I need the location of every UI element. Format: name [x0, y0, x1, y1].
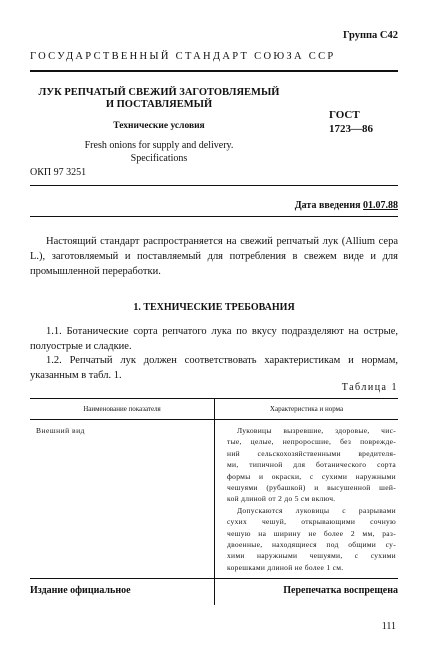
- value-line: тые, целые, непроросшие, без поврежде-: [227, 437, 396, 447]
- english-title: Fresh onions for supply and delivery. Specifications: [84, 140, 234, 164]
- value-line: кой длиной от 2 до 5 см включ.: [227, 494, 336, 504]
- footer-rule: [30, 578, 398, 579]
- page-number: 111: [381, 621, 396, 632]
- column-header-name: Наименование показателя: [30, 399, 215, 420]
- paragraph-1-2: 1.2. Репчатый лук должен соответствовать характеристикам и нормам, указанным в табл. 1.: [30, 355, 398, 381]
- value-line: хими наружными чешуями, с сухими: [227, 551, 396, 561]
- column-header-value: Характеристика и норма: [215, 399, 399, 420]
- gost-designation: ГОСТ 1723—86: [329, 109, 373, 135]
- introduction-date-value: 01.07.88: [363, 200, 398, 211]
- value-line: чешую на ширину не более 2 мм, раз-: [227, 528, 396, 538]
- document-title: ЛУК РЕПЧАТЫЙ СВЕЖИЙ ЗАГОТОВЛЯЕМЫЙ И ПОСТАВЛЯЕМЫЙ: [38, 87, 280, 110]
- reprint-prohibited-label: Перепечатка воспрещена: [283, 585, 398, 596]
- value-line: двоенные, находящиеся под общими су-: [227, 540, 396, 550]
- table-caption: Таблица 1: [341, 382, 398, 393]
- value-line: Допускаются луковицы с разрывами: [237, 505, 396, 515]
- intro-paragraph: Настоящий стандарт распространяется на свежий репчатый лук (Allium сера L.), заготовляемый и поставляемый для потребления в свежем виде и для промышленной переработки.: [30, 236, 398, 277]
- indicator-name: Внешний вид: [30, 420, 215, 606]
- section-title: 1. ТЕХНИЧЕСКИЕ ТРЕБОВАНИЯ: [133, 302, 295, 313]
- spec-table: [30, 398, 398, 605]
- value-line: ми, типичной для ботанического сорта: [227, 460, 396, 470]
- value-line: чешуями (рубашкой) и высушенной шей-: [227, 483, 396, 493]
- table-header-row: [30, 399, 398, 420]
- document-subtitle: Технические условия: [113, 121, 205, 131]
- value-line: Луковицы вызревшие, здоровые, чис-: [237, 426, 396, 435]
- value-line: корешками длиной не более 1 см.: [227, 562, 344, 572]
- value-line: сухих чешуй, открывающими сочную: [227, 517, 396, 527]
- paragraph-1-1: 1.1. Ботанические сорта репчатого лука по вкусу подразделяют на острые, полуострые и сладкие.: [30, 326, 398, 352]
- header-rule: [30, 70, 398, 72]
- group-code: Группа С42: [342, 30, 398, 41]
- introduction-date: [295, 200, 398, 211]
- okp-code: ОКП 97 3251: [30, 167, 87, 178]
- official-edition-label: Издание официальное: [30, 585, 131, 596]
- title-block-rule: [30, 185, 398, 186]
- date-rule: [30, 216, 398, 217]
- value-line: ний сельскохозяйственными вредителя-: [227, 448, 396, 458]
- introduction-date-label: Дата введения: [294, 200, 361, 211]
- state-standard-heading: ГОСУДАРСТВЕННЫЙ СТАНДАРТ СОЮЗА ССР: [30, 51, 336, 62]
- value-line: формы и окраски, с сухими наружными: [227, 471, 396, 481]
